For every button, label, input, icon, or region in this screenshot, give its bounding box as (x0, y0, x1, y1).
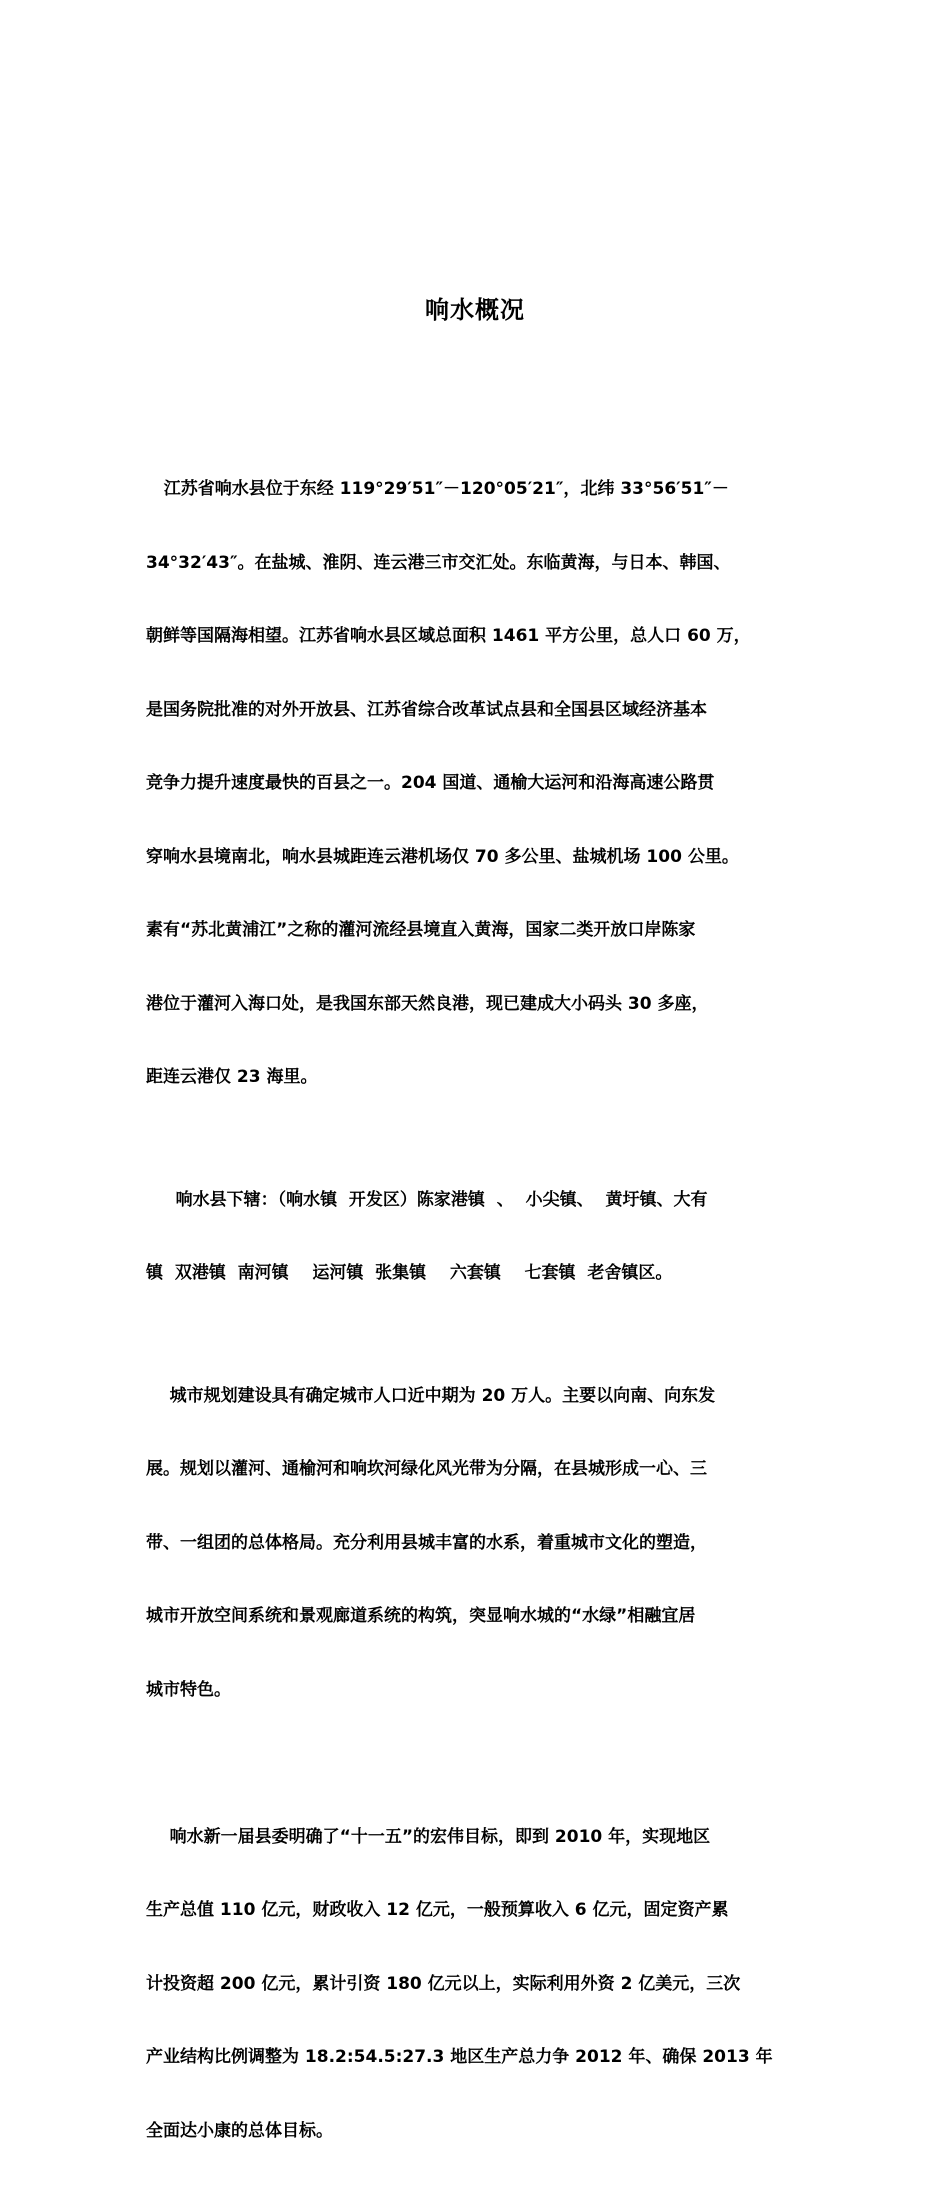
text-line: 城市特色。 (146, 1678, 816, 1703)
text-line: 镇 双港镇 南河镇 运河镇 张集镇 六套镇 七套镇 老舍镇区。 (146, 1261, 816, 1286)
text-line: 素有“苏北黄浦江”之称的灌河流经县境直入黄海，国家二类开放口岸陈家 (146, 918, 816, 943)
text-line: 距连云港仅 23 海里。 (146, 1065, 816, 1090)
text-line: 全面达小康的总体目标。 (146, 2119, 816, 2144)
text-line: 产业结构比例调整为 18.2:54.5:27.3 地区生产总力争 2012 年、确保 2013 年 (146, 2045, 816, 2070)
text-line: 响水新一届县委明确了“十一五”的宏伟目标，即到 2010 年，实现地区 (146, 1825, 816, 1850)
text-line: 计投资超 200 亿元，累计引资 180 亿元以上，实际利用外资 2 亿美元，三次 (146, 1972, 816, 1997)
text-line: 是国务院批准的对外开放县、江苏省综合改革试点县和全国县区域经济基本 (146, 698, 816, 723)
text-line: 江苏省响水县位于东经 119°29′51″－120°05′21″，北纬 33°56′51″－ (146, 477, 816, 502)
paragraph-urban-planning (146, 1335, 816, 1752)
text-line: 生产总值 110 亿元，财政收入 12 亿元，一般预算收入 6 亿元，固定资产累 (146, 1898, 816, 1923)
paragraph-spacer (146, 1751, 816, 1776)
text-line: 城市开放空间系统和景观廊道系统的构筑，突显响水城的“水绿”相融宜居 (146, 1604, 816, 1629)
paragraph-location (146, 428, 816, 1139)
text-line: 34°32′43″。在盐城、淮阴、连云港三市交汇处。东临黄海，与日本、韩国、 (146, 551, 816, 576)
page-title: 响水概况 (0, 292, 950, 328)
text-line: 朝鲜等国隔海相望。江苏省响水县区域总面积 1461 平方公里，总人口 60 万， (146, 624, 816, 649)
text-line: 港位于灌河入海口处，是我国东部天然良港，现已建成大小码头 30 多座， (146, 992, 816, 1017)
document-body (146, 428, 816, 2192)
text-line: 展。规划以灌河、通榆河和响坎河绿化风光带为分隔，在县城形成一心、三 (146, 1457, 816, 1482)
text-line: 竞争力提升速度最快的百县之一。204 国道、通榆大运河和沿海高速公路贯 (146, 771, 816, 796)
text-line: 带、一组团的总体格局。充分利用县城丰富的水系，着重城市文化的塑造， (146, 1531, 816, 1556)
paragraph-jurisdiction (146, 1139, 816, 1335)
text-line: 响水县下辖：（响水镇 开发区）陈家港镇 、 小尖镇、 黄圩镇、大有 (146, 1188, 816, 1213)
text-line: 穿响水县境南北，响水县城距连云港机场仅 70 多公里、盐城机场 100 公里。 (146, 845, 816, 870)
text-line: 城市规划建设具有确定城市人口近中期为 20 万人。主要以向南、向东发 (146, 1384, 816, 1409)
paragraph-goals (146, 1776, 816, 2192)
